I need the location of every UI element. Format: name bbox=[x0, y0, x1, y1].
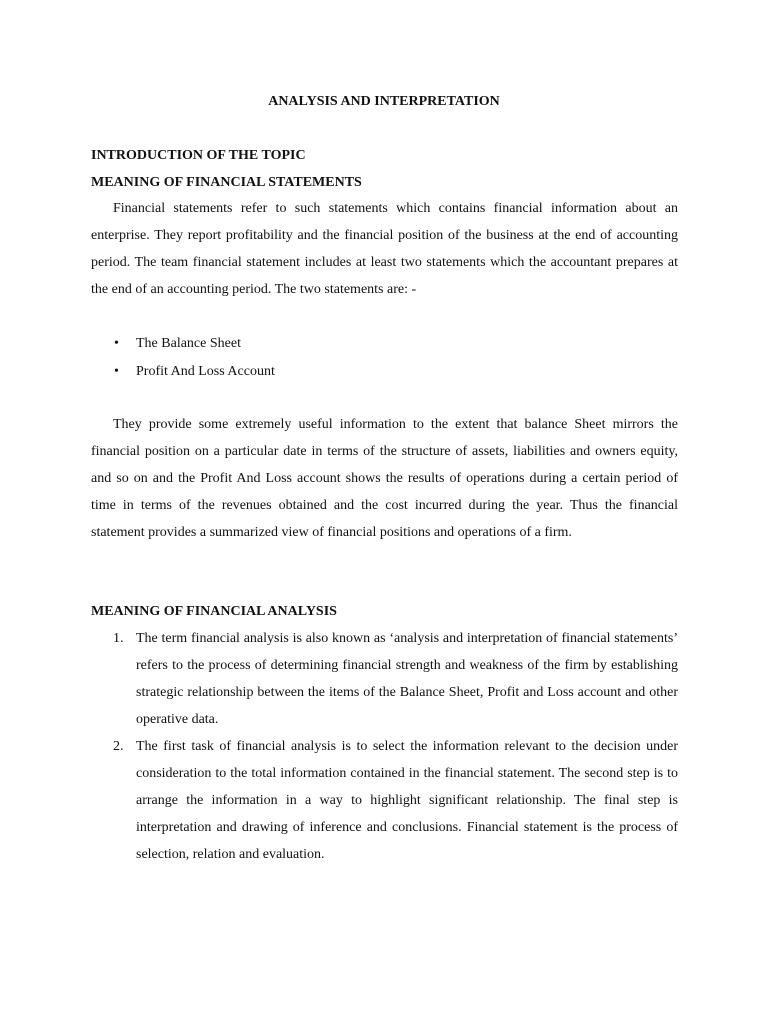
heading-introduction: INTRODUCTION OF THE TOPIC bbox=[91, 148, 306, 163]
bullet-text: The Balance Sheet bbox=[136, 336, 241, 351]
heading-meaning-financial-statements: MEANING OF FINANCIAL STATEMENTS bbox=[91, 175, 362, 190]
bullet-text: Profit And Loss Account bbox=[136, 364, 275, 379]
statements-bullet-list bbox=[91, 330, 678, 386]
bullet-marker: • bbox=[114, 364, 119, 379]
list-number: 1. bbox=[113, 631, 124, 646]
financial-analysis-numbered-list bbox=[91, 625, 678, 868]
bullet-item-balance-sheet bbox=[91, 330, 678, 358]
numbered-item-1 bbox=[91, 625, 678, 733]
paragraph-statements-usefulness: They provide some extremely useful information to the extent that balance Sheet mirrors the financial position on a particular date in terms of the structure of assets, liabilities and owners equity, and so on and the Profit And Loss account shows the results of operations during a certain period of time in terms of the revenues obtained and the cost incurred during the year. Thus the financial statement provides a summarized view of financial positions and operations of a firm. bbox=[91, 417, 678, 540]
document-title: ANALYSIS AND INTERPRETATION bbox=[268, 94, 500, 109]
heading-meaning-financial-analysis: MEANING OF FINANCIAL ANALYSIS bbox=[91, 604, 337, 619]
numbered-item-2 bbox=[91, 733, 678, 868]
list-item-text: The term financial analysis is also known as ‘analysis and interpretation of financial statements’ refers to the process of determining financial strength and weakness of the firm by establishing strategic relationship between the items of the Balance Sheet, Profit and Loss account and other operative data. bbox=[136, 631, 678, 727]
bullet-item-profit-loss bbox=[91, 358, 678, 386]
bullet-marker: • bbox=[114, 336, 119, 351]
list-item-text: The first task of financial analysis is to select the information relevant to the decision under consideration to the total information contained in the financial statement. The second step is to arrange the information in a way to highlight significant relationship. The final step is interpretation and drawing of inference and conclusions. Financial statement is the process of selection, relation and evaluation. bbox=[136, 739, 678, 862]
list-number: 2. bbox=[113, 739, 124, 754]
paragraph-financial-statements-intro: Financial statements refer to such statements which contains financial information about an enterprise. They report profitability and the financial position of the business at the end of accounting period. The team financial statement includes at least two statements which the accountant prepares at the end of an accounting period. The two statements are: - bbox=[91, 201, 678, 297]
